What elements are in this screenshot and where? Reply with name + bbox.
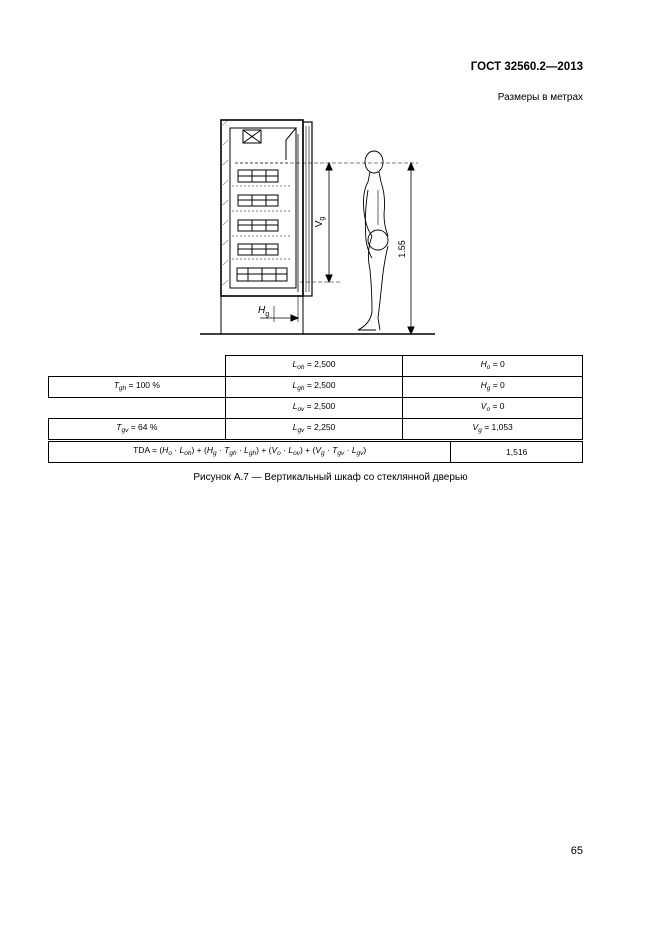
figure-caption: Рисунок А.7 — Вертикальный шкаф со стеклянной дверью [193,472,468,483]
table-cell: $L_{gh} = 2,500$ [225,377,403,398]
glass-door [303,122,312,296]
table-cell [49,398,226,419]
page-number: 65 [570,845,583,857]
table-cell: $T_{gv} = 64$ % [49,419,226,440]
vg-label: $V_g$ [314,216,326,228]
shelves [232,170,292,281]
height-label: 1.55 [397,240,407,258]
table-row [49,398,583,419]
formula-result: 1,516 [451,442,583,463]
hg-label: $H_g$ [258,305,270,318]
table-cell: $L_{oh} = 2,500$ [225,356,403,377]
table-cell: $L_{ov} = 2,500$ [225,398,403,419]
table-row [49,356,583,377]
standard-number: ГОСТ 32560.2—2013 [470,61,583,73]
table-row [49,377,583,398]
table-cell: $L_{gv} = 2,250$ [225,419,403,440]
table-cell: $H_o = 0$ [403,356,583,377]
table-cell: $H_g = 0$ [403,377,583,398]
table-cell [49,356,226,377]
table-cell: $V_g = 1,053$ [403,419,583,440]
table-row [49,419,583,440]
parameter-table [48,355,583,440]
formula-table [48,441,583,463]
units-note: Размеры в метрах [497,92,583,103]
table-row [49,442,583,463]
table-cell: $V_o = 0$ [403,398,583,419]
cabinet-figure [0,0,661,360]
canopy [230,128,296,160]
formula-cell: TDA = $(H_o \cdot L_{oh}) + (H_g \cdot T_{gh} \cdot L_{gh}) + (V_o \cdot L_{ov}) + (V_g \cdot T_{gv} \cdot L_{gv})$ [49,442,451,463]
table-cell: $T_{gh} = 100$ % [49,377,226,398]
human-figure [358,151,388,330]
